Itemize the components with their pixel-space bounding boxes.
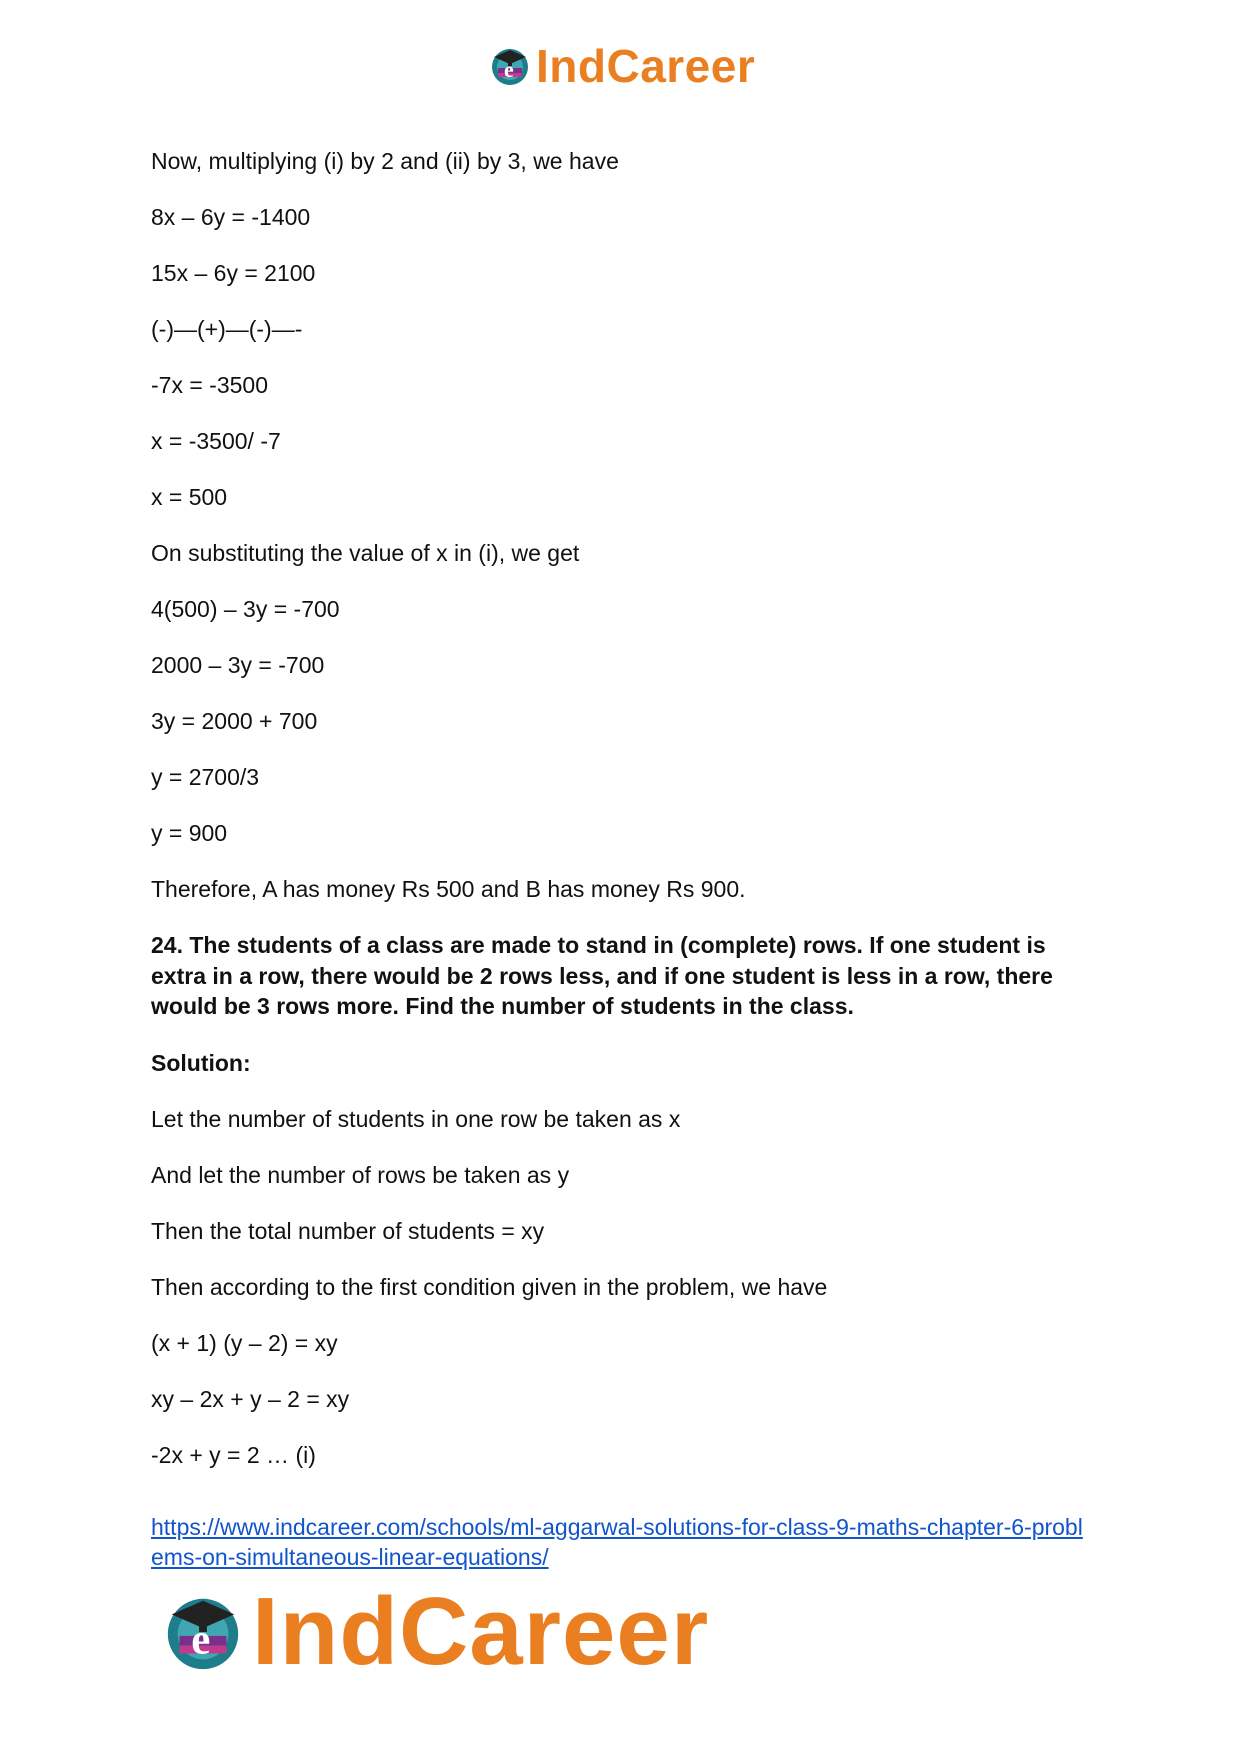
sign-line: (-)—(+)—(-)—- [151,316,303,342]
source-link-line[interactable]: https://www.indcareer.com/schools/ml-aggarwal-solutions-for-class-9-maths-chapter-6-probl [151,1514,1083,1540]
equation-line: 2000 – 3y = -700 [151,652,325,678]
question-line: 24. The students of a class are made to stand in (complete) rows. If one student is [151,932,1046,958]
text-line: And let the number of rows be taken as y [151,1161,570,1188]
equation-line: 15x – 6y = 2100 [151,260,316,286]
equation-line: xy – 2x + y – 2 = xy [151,1385,350,1412]
graduation-cap-icon [160,1589,246,1675]
graduation-cap-icon [488,44,532,88]
header-logo-text: IndCareer [536,40,756,92]
equation-line: -7x = -3500 [151,372,268,398]
text-line: Then according to the first condition given in the problem, we have [151,1273,828,1300]
equation-line: (x + 1) (y – 2) = xy [151,1329,338,1356]
text-line: On substituting the value of x in (i), we get [151,540,580,566]
question-line: extra in a row, there would be 2 rows less, and if one student is less in a row, there [151,962,1053,989]
equation-line: y = 900 [151,820,228,846]
source-link-line[interactable]: ems-on-simultaneous-linear-equations/ [151,1544,549,1570]
header-logo [488,40,755,92]
conclusion-line: Therefore, A has money Rs 500 and B has money Rs 900. [151,876,746,902]
equation-line: x = -3500/ -7 [151,428,281,454]
text-line: Now, multiplying (i) by 2 and (ii) by 3, we have [151,148,619,174]
equation-line: y = 2700/3 [151,764,260,790]
svg-text:e: e [504,57,514,82]
equation-line: x = 500 [151,484,228,510]
equation-line: 8x – 6y = -1400 [151,204,311,230]
svg-text:e: e [191,1616,211,1664]
document-body [151,146,1091,1496]
question-line: would be 3 rows more. Find the number of students in the class. [151,993,854,1019]
solution-heading: Solution: [151,1049,251,1076]
equation-line: 4(500) – 3y = -700 [151,596,340,622]
footer-logo [160,1578,710,1685]
text-line: Then the total number of students = xy [151,1217,545,1244]
equation-line: 3y = 2000 + 700 [151,708,318,734]
source-link[interactable] [151,1512,1111,1572]
question-24 [151,930,1091,1022]
footer-logo-text: IndCareer [252,1578,710,1685]
equation-line: -2x + y = 2 … (i) [151,1441,316,1468]
text-line: Let the number of students in one row be taken as x [151,1105,681,1132]
